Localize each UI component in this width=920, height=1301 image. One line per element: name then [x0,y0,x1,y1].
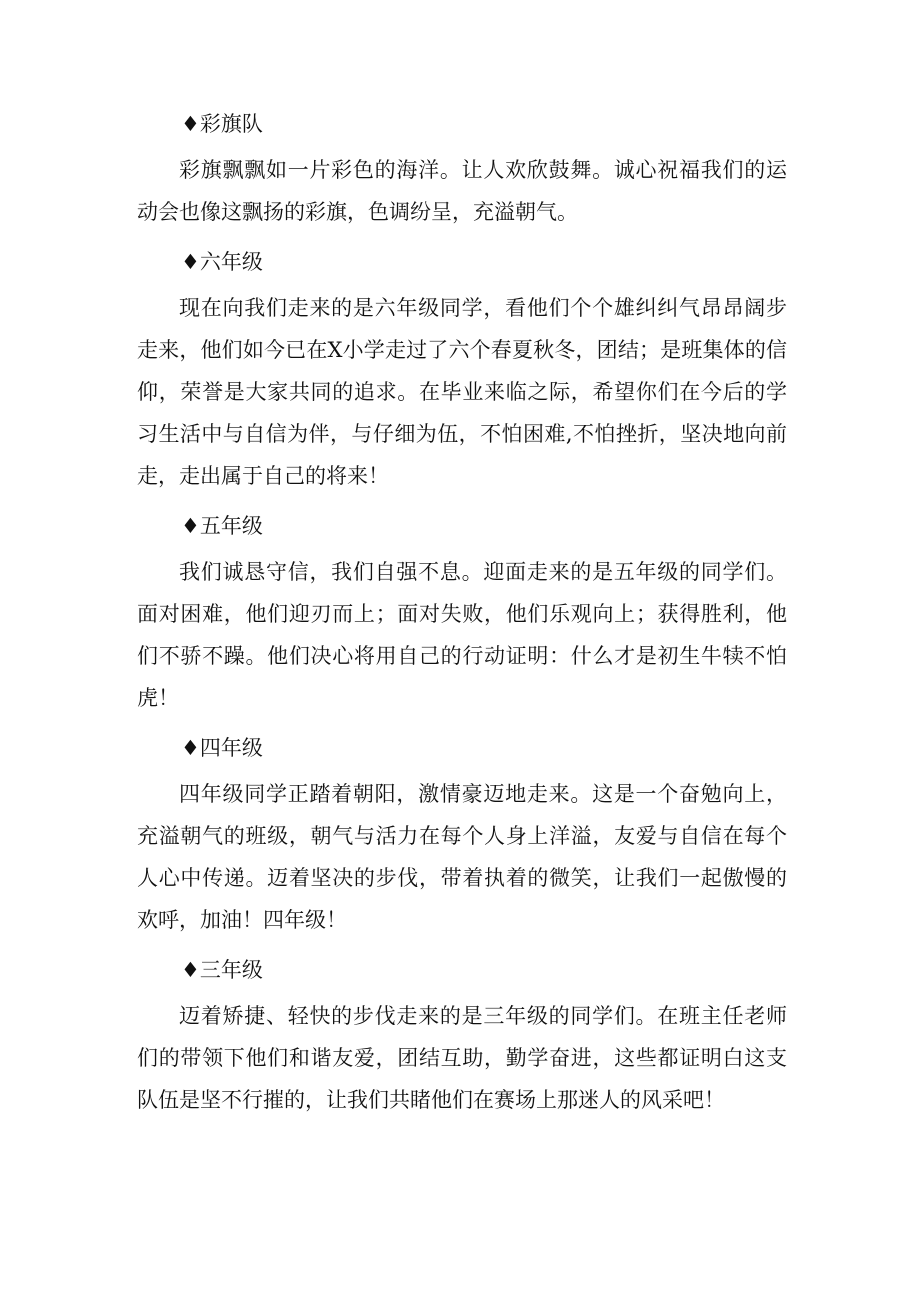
section-paragraph: 迈着矫捷、轻快的步伐走来的是三年级的同学们。在班主任老师们的带领下他们和谐友爱，团结互助，勤学奋进，这些都证明白这支队伍是坚不行摧的，让我们共睹他们在赛场上那迷人的风采吧！ [137,1004,787,1112]
section-grade-four [137,724,787,946]
section-heading: ♦彩旗队 [181,112,263,136]
section-heading: ♦三年级 [181,958,263,982]
section-heading: ♦四年级 [181,736,263,760]
section-grade-six [137,238,787,502]
section-grade-three [137,946,787,1126]
section-heading: ♦五年级 [181,514,263,538]
section-heading: ♦六年级 [181,250,263,274]
section-paragraph: 我们诚恳守信，我们自强不息。迎面走来的是五年级的同学们。面对困难，他们迎刃而上；面对失败，他们乐观向上；获得胜利，他们不骄不躁。他们决心将用自己的行动证明：什么才是初生牛犊不怕虎！ [137,560,787,710]
document-body [137,100,787,1126]
section-grade-five [137,502,787,724]
section-paragraph: 现在向我们走来的是六年级同学，看他们个个雄纠纠气昂昂阔步走来，他们如今已在X小学走过了六个春夏秋冬，团结；是班集体的信仰，荣誉是大家共同的追求。在毕业来临之际，希望你们在今后的学习生活中与自信为伴，与仔细为伍，不怕困难,不怕挫折，坚决地向前走，走出属于自己的将来！ [137,296,787,488]
section-paragraph: 四年级同学正踏着朝阳，激情豪迈地走来。这是一个奋勉向上，充溢朝气的班级，朝气与活力在每个人身上洋溢，友爱与自信在每个人心中传递。迈着坚决的步伐，带着执着的微笑，让我们一起傲慢的欢呼，加油！四年级！ [137,782,787,932]
section-color-flag-team [137,100,787,238]
section-paragraph: 彩旗飘飘如一片彩色的海洋。让人欢欣鼓舞。诚心祝福我们的运动会也像这飘扬的彩旗，色调纷呈，充溢朝气。 [137,158,787,224]
